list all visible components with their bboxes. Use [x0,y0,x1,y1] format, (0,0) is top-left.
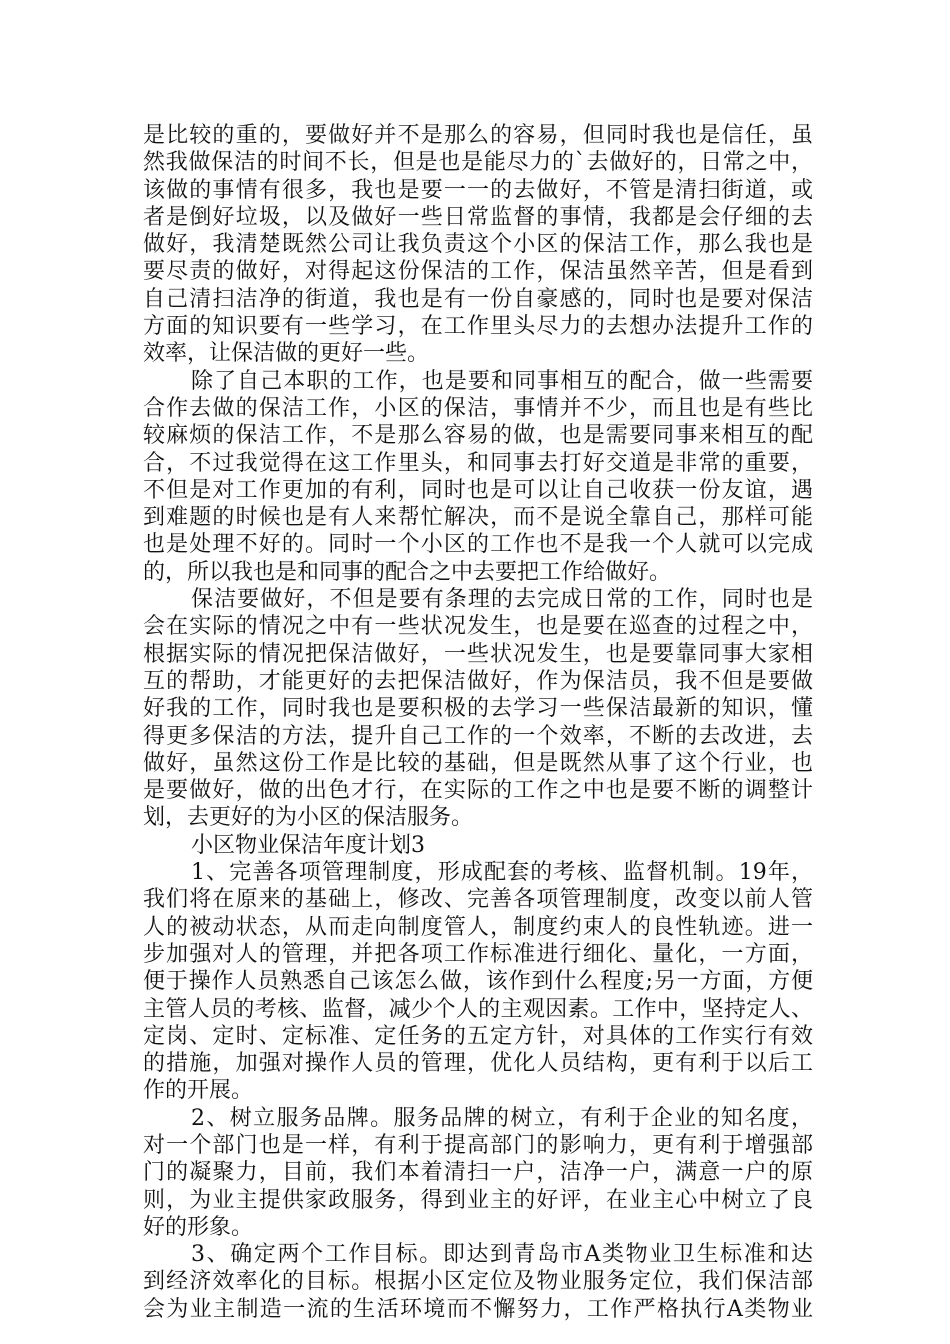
text-line: 定岗、定时、定标准、定任务的五定方针，对具体的工作实行有效 [143,1023,813,1049]
text-line: 该做的事情有很多，我也是要一一的去做好，不管是清扫街道，或 [143,177,813,203]
text-line: 也是处理不好的。同时一个小区的工作也不是我一个人就可以完成 [143,532,813,558]
text-line: 门的凝聚力，目前，我们本着清扫一户，洁净一户，满意一户的原 [143,1160,813,1186]
document-body [143,122,813,1323]
text-line: 方面的知识要有一些学习，在工作里头尽力的去想办法提升工作的 [143,314,813,340]
text-line: 到经济效率化的目标。根据小区定位及物业服务定位，我们保洁部 [143,1269,813,1295]
text-line: 合，不过我觉得在这工作里头，和同事去打好交道是非常的重要， [143,450,813,476]
text-line: 是要做好，做的出色才行，在实际的工作之中也是要不断的调整计 [143,778,813,804]
text-line: 合作去做的保洁工作，小区的保洁，事情并不少，而且也是有些比 [143,395,813,421]
text-line: 到难题的时候也是有人来帮忙解决，而不是说全靠自己，那样可能 [143,505,813,531]
text-line: 小区物业保洁年度计划3 [191,832,425,858]
text-line: 2、树立服务品牌。服务品牌的树立，有利于企业的知名度， [191,1105,813,1131]
text-line: 好的形象。 [143,1214,254,1240]
text-line: 我们将在原来的基础上，修改、完善各项管理制度，改变以前人管 [143,887,813,913]
text-line: 作的开展。 [143,1078,254,1104]
text-line: 互的帮助，才能更好的去把保洁做好，作为保洁员，我不但是要做 [143,668,813,694]
text-line: 然我做保洁的时间不长，但是也是能尽力的`去做好的，日常之中， [143,150,813,176]
text-line: 的措施，加强对操作人员的管理，优化人员结构，更有利于以后工 [143,1051,813,1077]
text-line: 得更多保洁的方法，提升自己工作的一个效率，不断的去改进，去 [143,723,813,749]
text-line: 不但是对工作更加的有利，同时也是可以让自己收获一份友谊，遇 [143,477,813,503]
text-line: 人的被动状态，从而走向制度管人，制度约束人的良性轨迹。进一 [143,914,813,940]
text-line: 除了自己本职的工作，也是要和同事相互的配合，做一些需要 [191,368,813,394]
text-line: 做好，我清楚既然公司让我负责这个小区的保洁工作，那么我也是 [143,232,813,258]
text-line: 做好，虽然这份工作是比较的基础，但是既然从事了这个行业，也 [143,750,813,776]
paragraph [143,832,813,859]
paragraph [143,122,813,368]
text-line: 会在实际的情况之中有一些状况发生，也是要在巡查的过程之中， [143,614,813,640]
text-line: 则，为业主提供家政服务，得到业主的好评，在业主心中树立了良 [143,1187,813,1213]
paragraph [143,1105,813,1241]
text-line: 保洁要做好，不但是要有条理的去完成日常的工作，同时也是 [191,587,813,613]
text-line: 好我的工作，同时我也是要积极的去学习一些保洁最新的知识，懂 [143,696,813,722]
text-line: 较麻烦的保洁工作，不是那么容易的做，也是需要同事来相互的配 [143,423,813,449]
paragraph [143,586,813,832]
text-line: 会为业主制造一流的生活环境而不懈努力，工作严格执行A类物业 [143,1296,813,1322]
text-line: 效率，让保洁做的更好一些。 [143,341,430,367]
paragraph [143,368,813,586]
text-line: 划，去更好的为小区的保洁服务。 [143,805,474,831]
text-line: 3、确定两个工作目标。即达到青岛市A类物业卫生标准和达 [191,1242,813,1268]
text-line: 的，所以我也是和同事的配合之中去要把工作给做好。 [143,559,672,585]
text-line: 是比较的重的，要做好并不是那么的容易，但同时我也是信任，虽 [143,123,813,148]
text-line: 1、完善各项管理制度，形成配套的考核、监督机制。19年， [191,860,813,886]
text-line: 便于操作人员熟悉自己该怎么做，该作到什么程度;另一方面，方便 [143,969,813,995]
text-line: 要尽责的做好，对得起这份保洁的工作，保洁虽然辛苦，但是看到 [143,259,813,285]
text-line: 自己清扫洁净的街道，我也是有一份自豪感的，同时也是要对保洁 [143,286,813,312]
paragraph [143,1241,813,1323]
text-line: 对一个部门也是一样，有利于提高部门的影响力，更有利于增强部 [143,1132,813,1158]
text-line: 主管人员的考核、监督，减少个人的主观因素。工作中，坚持定人、 [143,996,813,1022]
text-line: 步加强对人的管理，并把各项工作标准进行细化、量化，一方面， [143,941,813,967]
paragraph [143,859,813,1105]
text-line: 者是倒好垃圾，以及做好一些日常监督的事情，我都是会仔细的去 [143,204,813,230]
text-line: 根据实际的情况把保洁做好，一些状况发生，也是要靠同事大家相 [143,641,813,667]
